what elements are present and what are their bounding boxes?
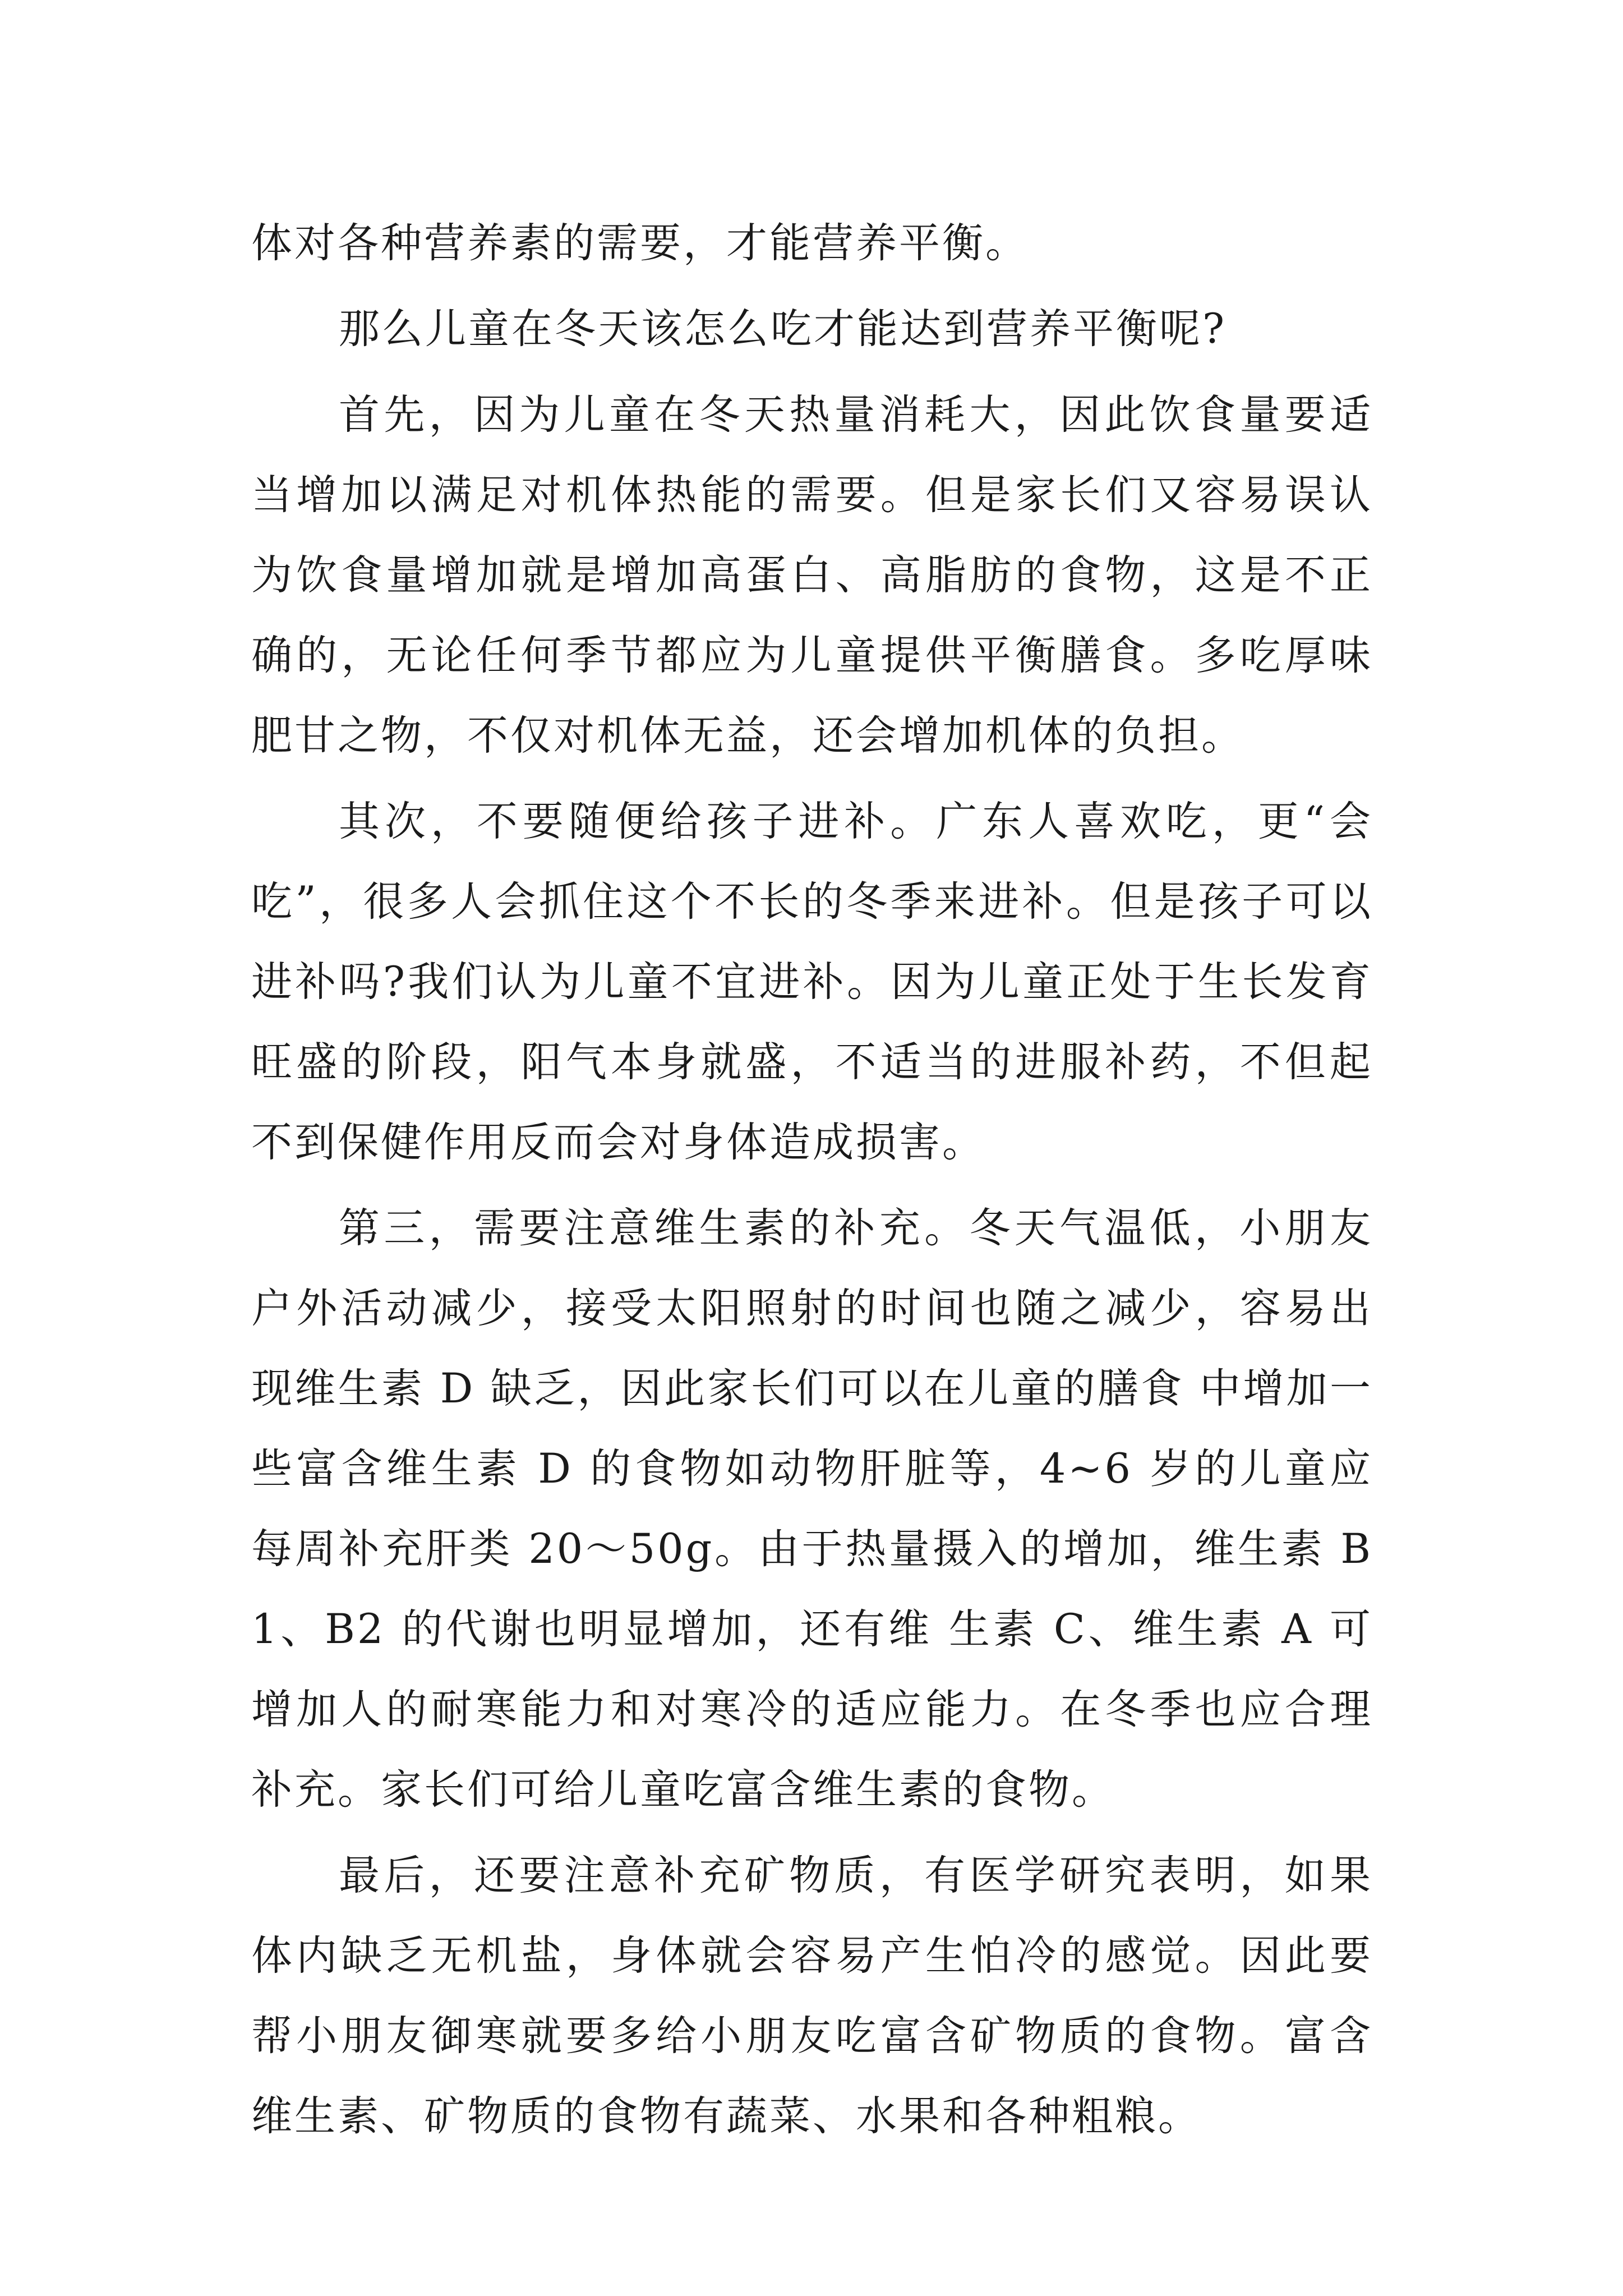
paragraph-third: 第三，需要注意维生素的补充。冬天气温低，小朋友户外活动减少，接受太阳照射的时间也随之减少，容易出现维生素 D 缺乏，因此家长们可以在儿童的膳食 中增加一些富含维生素 D 的食物如动物肝脏等，4~6 岁的儿童应每周补充肝类 20～50g。由于热量摄入的增加，维生素 B1、B2 的代谢也明显增加，还有维 生素 C、维生素 A 可增加人的耐寒能力和对寒冷的适应能力。在冬季也应合理补充。家长们可给儿童吃富含维生素的食物。 [251, 1204, 1373, 1814]
paragraph-continuation: 体对各种营养素的需要，才能营养平衡。 [251, 219, 1029, 267]
paragraph-last: 最后，还要注意补充矿物质，有医学研究表明，如果体内缺乏无机盐，身体就会容易产生怕冷的感觉。因此要帮小朋友御寒就要多给小朋友吃富含矿物质的食物。富含维生素、矿物质的食物有蔬菜、水果和各种粗粮。 [251, 1852, 1373, 2140]
body-text [251, 203, 1373, 2162]
paragraph-question: 那么儿童在冬天该怎么吃才能达到营养平衡呢? [339, 305, 1227, 353]
paragraph-second: 其次，不要随便给孩子进补。广东人喜欢吃，更“会吃”，很多人会抓住这个不长的冬季来进补。但是孩子可以进补吗?我们认为儿童不宜进补。因为儿童正处于生长发育旺盛的阶段，阳气本身就盛，不适当的进服补药，不但起不到保健作用反而会对身体造成损害。 [251, 798, 1373, 1166]
paragraph-first: 首先，因为儿童在冬天热量消耗大，因此饮食量要适当增加以满足对机体热能的需要。但是家长们又容易误认为饮食量增加就是增加高蛋白、高脂肪的食物，这是不正确的，无论任何季节都应为儿童提供平衡膳食。多吃厚味肥甘之物，不仅对机体无益，还会增加机体的负担。 [251, 391, 1373, 760]
